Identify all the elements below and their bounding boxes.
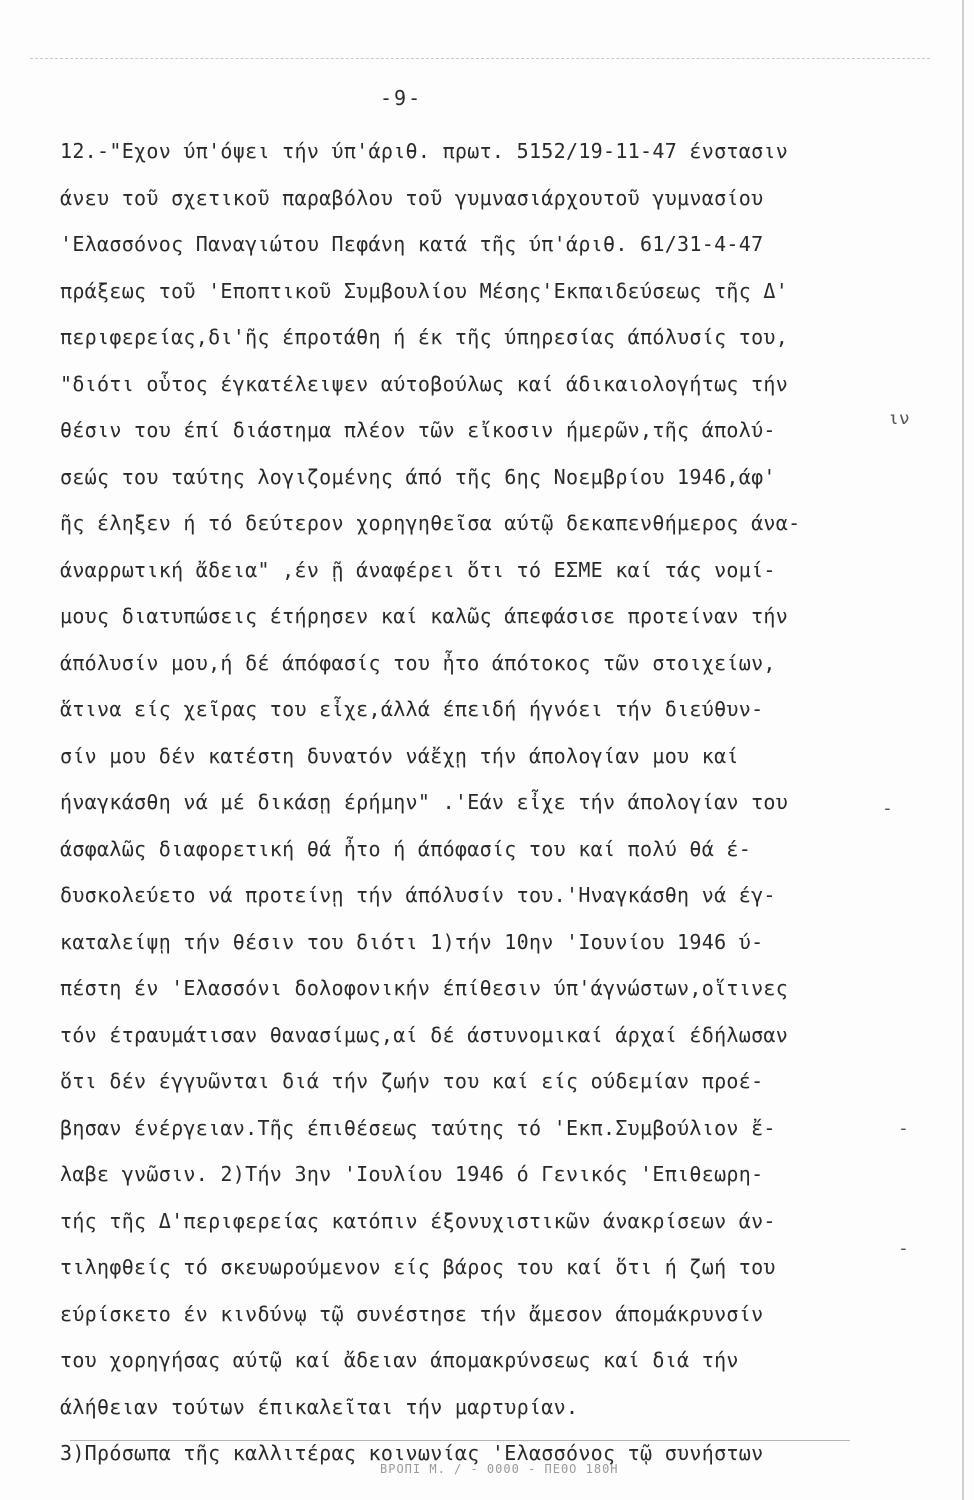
bottom-rule (70, 1440, 850, 1441)
text-line: τιληφθείς τό σκευωρούμενον είς βάρος του καί ὅτι ή ζωή του (60, 1255, 776, 1279)
text-line: σίν μου δέν κατέστη δυνατόν νάἔχῃ τήν άπολογίαν μου καί (60, 743, 739, 768)
text-line: ῆς έληξεν ή τό δεύτερον χορηγηθεῖσα αύτῷ δεκαπενθήμερος άνα- (60, 511, 801, 535)
text-line: περιφερείας,δι'ῆς έπροτάθη ή έκ τῆς ύπηρεσίας άπόλυσίς του, (60, 325, 789, 349)
text-line: "διότι οὗτος έγκατέλειψεν αύτοβούλως καί άδικαιολογήτως τήν (60, 371, 789, 396)
text-line: βησαν ένέργειαν.Τῆς έπιθέσεως ταύτης τό 'Εκπ.Συμβούλιον ἔ- (60, 1115, 776, 1140)
text-line: πράξεως τοῦ 'Εποπτικοῦ Συμβουλίου Μέσης'Εκπαιδεύσεως τῆς Δ' (60, 278, 789, 303)
text-line: άλήθειαν τούτων έπικαλεῖται τήν μαρτυρίαν. (60, 1394, 579, 1419)
page-number: -9- (380, 86, 423, 110)
body-text (60, 128, 880, 1477)
margin-note: - (898, 1238, 909, 1259)
footer-print-stamp: ΒΡΟΠΙ Μ. / - 0000 - ΠΕΘΟ 180Η (380, 1462, 619, 1476)
text-line: πέστη έν 'Ελασσόνι δολοφονικήν έπίθεσιν ύπ'άγνώστων,οἵτινες (60, 976, 789, 1000)
text-line: εύρίσκετο έν κινδύνῳ τῷ συνέστησε τήν ἄμεσον άπομάκρυνσίν (60, 1301, 764, 1326)
text-line: ήναγκάσθη νά μέ δικάσῃ έρήμην" .'Εάν εἶχε τήν άπολογίαν του (60, 790, 789, 814)
text-line: άσφαλῶς διαφορετική θά ἦτο ή άπόφασίς του καί πολύ θά έ- (60, 836, 752, 861)
top-dashed-rule (30, 58, 930, 60)
margin-note: - (898, 1118, 909, 1139)
text-line: τόν έτραυμάτισαν θανασίμως,αί δέ άστυνομικαί άρχαί έδήλωσαν (60, 1022, 789, 1047)
text-line: καταλείψῃ τήν θέσιν του διότι 1)τήν 10ην 'Ιουνίου 1946 ύ- (60, 929, 764, 954)
text-line: άνευ τοῦ σχετικοῦ παραβόλου τοῦ γυμνασιάρχουτοῦ γυμνασίου (60, 185, 764, 210)
text-line: άπόλυσίν μου,ή δέ άπόφασίς του ἦτο άπότοκος τῶν στοιχείων, (60, 650, 776, 675)
text-line: σεώς του ταύτης λογιζομένης άπό τῆς 6ης Νοεμβρίου 1946,άφ' (60, 464, 776, 489)
text-line: του χορηγήσας αύτῷ καί ἄδειαν άπομακρύνσεως καί διά τήν (60, 1348, 739, 1372)
margin-note: ιν (888, 408, 910, 429)
margin-note: - (882, 798, 893, 819)
text-line: δυσκολεύετο νά προτείνῃ τήν άπόλυσίν του.'Ηναγκάσθη νά έγ- (60, 883, 776, 907)
text-line: μους διατυπώσεις έτήρησεν καί καλῶς άπεφάσισε προτείναν τήν (60, 604, 789, 628)
text-line: 12.-"Εχον ύπ'όψει τήν ύπ'άριθ. πρωτ. 5152/19-11-47 ένστασιν (60, 139, 789, 163)
text-line: λαβε γνῶσιν. 2)Τήν 3ην 'Ιουλίου 1946 ό Γενικός 'Επιθεωρη- (60, 1162, 764, 1186)
text-line: 3)Πρόσωπα τῆς καλλιτέρας κοινωνίας 'Ελασσόνος τῷ συνήστων (60, 1441, 764, 1465)
text-line: ἅτινα είς χεῖρας του εἶχε,άλλά έπειδή ήγνόει τήν διεύθυν- (60, 697, 764, 721)
text-line: άναρρωτική ἄδεια" ,έν ῇ άναφέρει ὅτι τό ΕΣΜΕ καί τάς νομί- (60, 557, 776, 582)
text-line: ὅτι δέν έγγυῶνται διά τήν ζωήν του καί είς ούδεμίαν προέ- (60, 1069, 764, 1093)
text-line: 'Ελασσόνος Παναγιώτου Πεφάνη κατά τῆς ύπ'άριθ. 61/31-4-47 (60, 232, 764, 256)
text-line: τής τῆς Δ'περιφερείας κατόπιν έξονυχιστικῶν άνακρίσεων άν- (60, 1208, 776, 1233)
right-page-edge (962, 0, 964, 1500)
text-line: θέσιν του έπί διάστημα πλέον τῶν εἴκοσιν ήμερῶν,τῆς άπολύ- (60, 418, 776, 442)
